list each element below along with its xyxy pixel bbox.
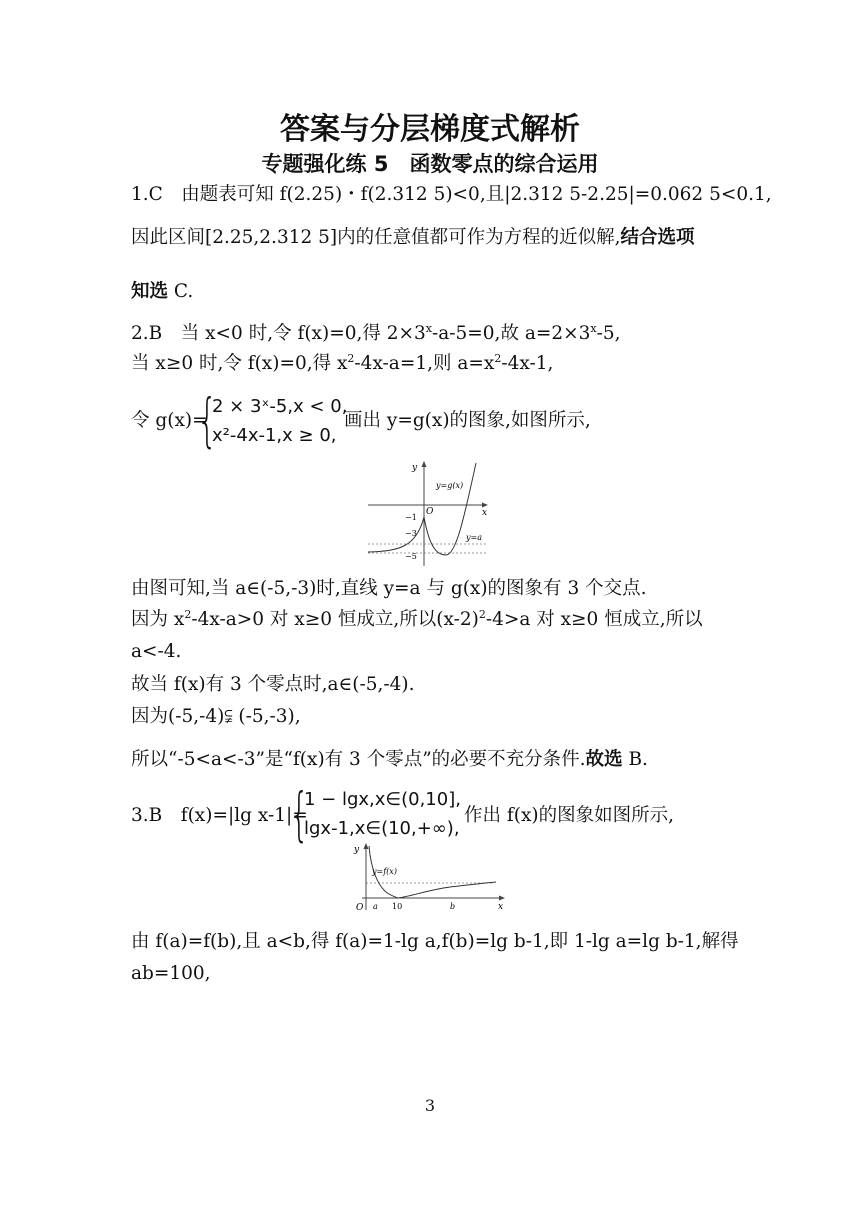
- q1-line-3: 知选 C.: [131, 281, 194, 302]
- q2-line-9: 所以“-5<a<-3”是“f(x)有 3 个零点”的必要不充分条件.故选 B.: [131, 749, 648, 770]
- origin-label: O: [426, 507, 434, 517]
- tick-minus-5: −5: [405, 552, 417, 561]
- q2-line-1: 2.B 当 x<0 时,令 f(x)=0,得 $2\times 3^x-a-5=0$,故 $a=2\times 3^x-5$,: [131, 322, 621, 344]
- y-axis-label: y: [354, 845, 360, 855]
- q3-case-1: 1 − lgx,x∈(0,10],: [304, 789, 461, 810]
- q3-prefix: 3.B f(x)=|lg x-1|=: [131, 805, 308, 826]
- g-function-graph: [368, 458, 492, 568]
- x-axis-arrow: [499, 896, 505, 901]
- curve-label: y=f(x): [372, 867, 397, 876]
- tick-10: 10: [392, 902, 403, 911]
- q1-line-2: 因此区间[2.25,2.312 5]内的任意值都可作为方程的近似解,结合选项: [131, 227, 695, 248]
- y-axis-label: y: [412, 463, 418, 473]
- q3-case-2: lgx-1,x∈(10,+∞),: [304, 818, 460, 839]
- tick-a: a: [373, 902, 378, 911]
- tick-minus-3: −3: [405, 529, 417, 538]
- tick-b: b: [450, 902, 456, 911]
- q2-line-5: 因为 $x^2-4x-a>0$ 对 x≥0 恒成立,所以$(x-2)^2-4>a$ 对 x≥0 恒成立,所以: [131, 608, 703, 630]
- q2-line-2: 当 x≥0 时,令 f(x)=0,得 $x^2-4x-a=1$,则 $a=x^2-4x-1$,: [131, 352, 554, 374]
- left-brace: {: [289, 780, 310, 848]
- x-axis-label: x: [482, 508, 488, 518]
- q3-line-3: ab=100,: [131, 963, 211, 984]
- origin-label: O: [356, 903, 364, 913]
- f-function-graph: [350, 840, 510, 916]
- curve-label: y=g(x): [436, 481, 464, 490]
- q3-suffix: 作出 f(x)的图象如图所示,: [464, 805, 674, 826]
- page-number: 3: [424, 1096, 436, 1115]
- tick-minus-1: −1: [405, 513, 417, 522]
- q2-case-1: 2 × 3ˣ-5,x < 0,: [212, 396, 348, 417]
- q2-line-4: 由图可知,当 a∈(-5,-3)时,直线 y=a 与 g(x)的图象有 3 个交点.: [131, 578, 647, 599]
- q2-case-2: x²-4x-1,x ≥ 0,: [212, 425, 337, 446]
- y-axis-arrow: [364, 843, 369, 849]
- line-label: y=a: [466, 533, 482, 542]
- q2-piecewise-prefix: 令 g(x)=: [131, 410, 208, 431]
- x-axis-arrow: [482, 503, 488, 508]
- q2-piecewise-suffix: 画出 y=g(x)的图象,如图所示,: [344, 410, 591, 431]
- section-subtitle: 专题强化练 5 函数零点的综合运用: [261, 152, 599, 176]
- q2-line-8: 因为(-5,-4)⫋ (-5,-3),: [131, 706, 301, 727]
- q3-line-2: 由 f(a)=f(b),且 a<b,得 f(a)=1-lg a,f(b)=lg b-1,即 1-lg a=lg b-1,解得: [131, 931, 739, 952]
- q2-line-7: 故当 f(x)有 3 个零点时,a∈(-5,-4).: [131, 674, 415, 695]
- x-axis-label: x: [498, 902, 504, 912]
- q2-line-6: a<-4.: [131, 641, 182, 662]
- q1-line-1: 1.C 由题表可知 f(2.25)・f(2.312 5)<0,且|2.312 5-2.25|=0.062 5<0.1,: [131, 184, 772, 205]
- page-title: 答案与分层梯度式解析: [280, 112, 580, 147]
- y-axis-arrow: [422, 461, 427, 467]
- left-brace: {: [197, 386, 218, 454]
